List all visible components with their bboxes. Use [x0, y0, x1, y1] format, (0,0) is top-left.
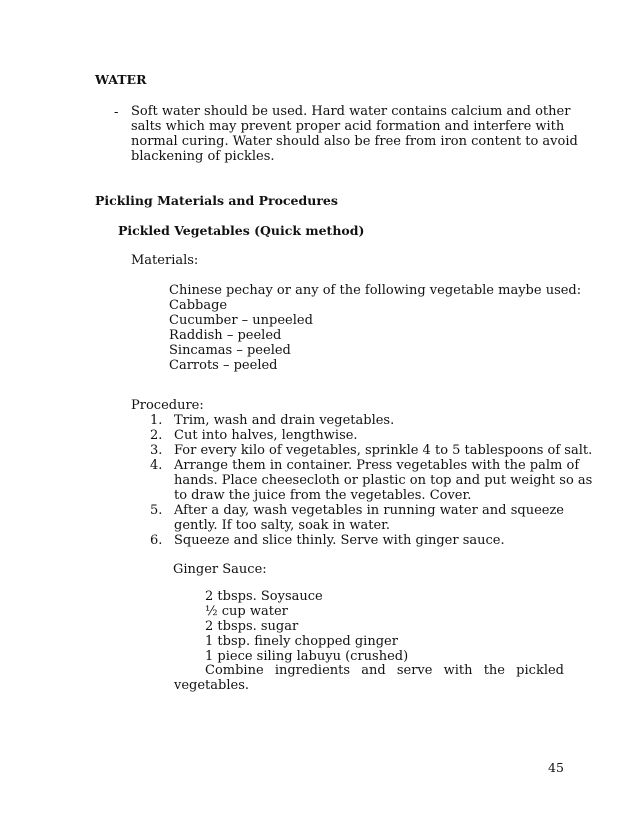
water-bullet-paragraph — [131, 104, 578, 164]
paragraph-line: Combine ingredients and serve with the pickled — [205, 663, 564, 678]
list-item: Chinese pechay or any of the following vegetable maybe used: — [169, 283, 582, 298]
procedure-step — [150, 503, 564, 533]
step-text: gently. If too salty, soak in water. — [174, 518, 391, 533]
paragraph-line: normal curing. Water should also be free from iron content to avoid — [131, 134, 578, 149]
step-number: 3. — [150, 443, 163, 458]
step-number: 4. — [150, 458, 163, 473]
procedure-step — [150, 458, 593, 503]
list-item: Raddish – peeled — [169, 328, 282, 343]
list-item: Carrots – peeled — [169, 358, 278, 373]
ginger-sauce-label: Ginger Sauce: — [173, 562, 267, 577]
step-text: Arrange them in container. Press vegetables with the palm of — [174, 458, 580, 473]
list-item: 1 piece siling labuyu (crushed) — [205, 649, 409, 664]
list-item: Cabbage — [169, 298, 228, 313]
pickled-vegetables-heading: Pickled Vegetables (Quick method) — [118, 223, 365, 238]
step-text: After a day, wash vegetables in running water and squeeze — [174, 503, 564, 518]
paragraph-line: Soft water should be used. Hard water contains calcium and other — [131, 104, 571, 119]
list-item: ½ cup water — [205, 604, 288, 619]
paragraph-line: salts which may prevent proper acid formation and interfere with — [131, 119, 565, 134]
procedure-step — [150, 428, 564, 443]
step-number: 5. — [150, 503, 163, 518]
bullet-dash: - — [114, 105, 119, 120]
procedure-list — [150, 413, 593, 548]
step-text: hands. Place cheesecloth or plastic on top and put weight so as — [174, 473, 593, 488]
procedure-label: Procedure: — [131, 398, 204, 413]
page-number: 45 — [548, 760, 564, 775]
paragraph-line: vegetables. — [174, 678, 250, 693]
step-text: Trim, wash and drain vegetables. — [174, 413, 395, 428]
procedure-step — [150, 443, 593, 458]
ginger-sauce-list — [205, 589, 408, 664]
paragraph-line: blackening of pickles. — [131, 149, 275, 164]
list-item: Sincamas – peeled — [169, 343, 291, 358]
list-item: Cucumber – unpeeled — [169, 313, 313, 328]
combine-paragraph — [174, 663, 564, 693]
step-text: Cut into halves, lengthwise. — [174, 428, 358, 443]
step-number: 6. — [150, 533, 163, 548]
step-number: 1. — [150, 413, 163, 428]
list-item: 2 tbsps. sugar — [205, 619, 299, 634]
step-text: to draw the juice from the vegetables. Cover. — [174, 488, 472, 503]
step-text: For every kilo of vegetables, sprinkle 4 to 5 tablespoons of salt. — [174, 443, 593, 458]
materials-label: Materials: — [131, 253, 199, 268]
list-item: 1 tbsp. finely chopped ginger — [205, 634, 398, 649]
procedure-step — [150, 413, 564, 428]
materials-list — [169, 283, 581, 373]
water-heading: WATER — [95, 72, 147, 87]
step-number: 2. — [150, 428, 163, 443]
procedure-step — [150, 533, 564, 548]
list-item: 2 tbsps. Soysauce — [205, 589, 323, 604]
pickling-heading: Pickling Materials and Procedures — [95, 193, 338, 208]
step-text: Squeeze and slice thinly. Serve with ginger sauce. — [174, 533, 505, 548]
